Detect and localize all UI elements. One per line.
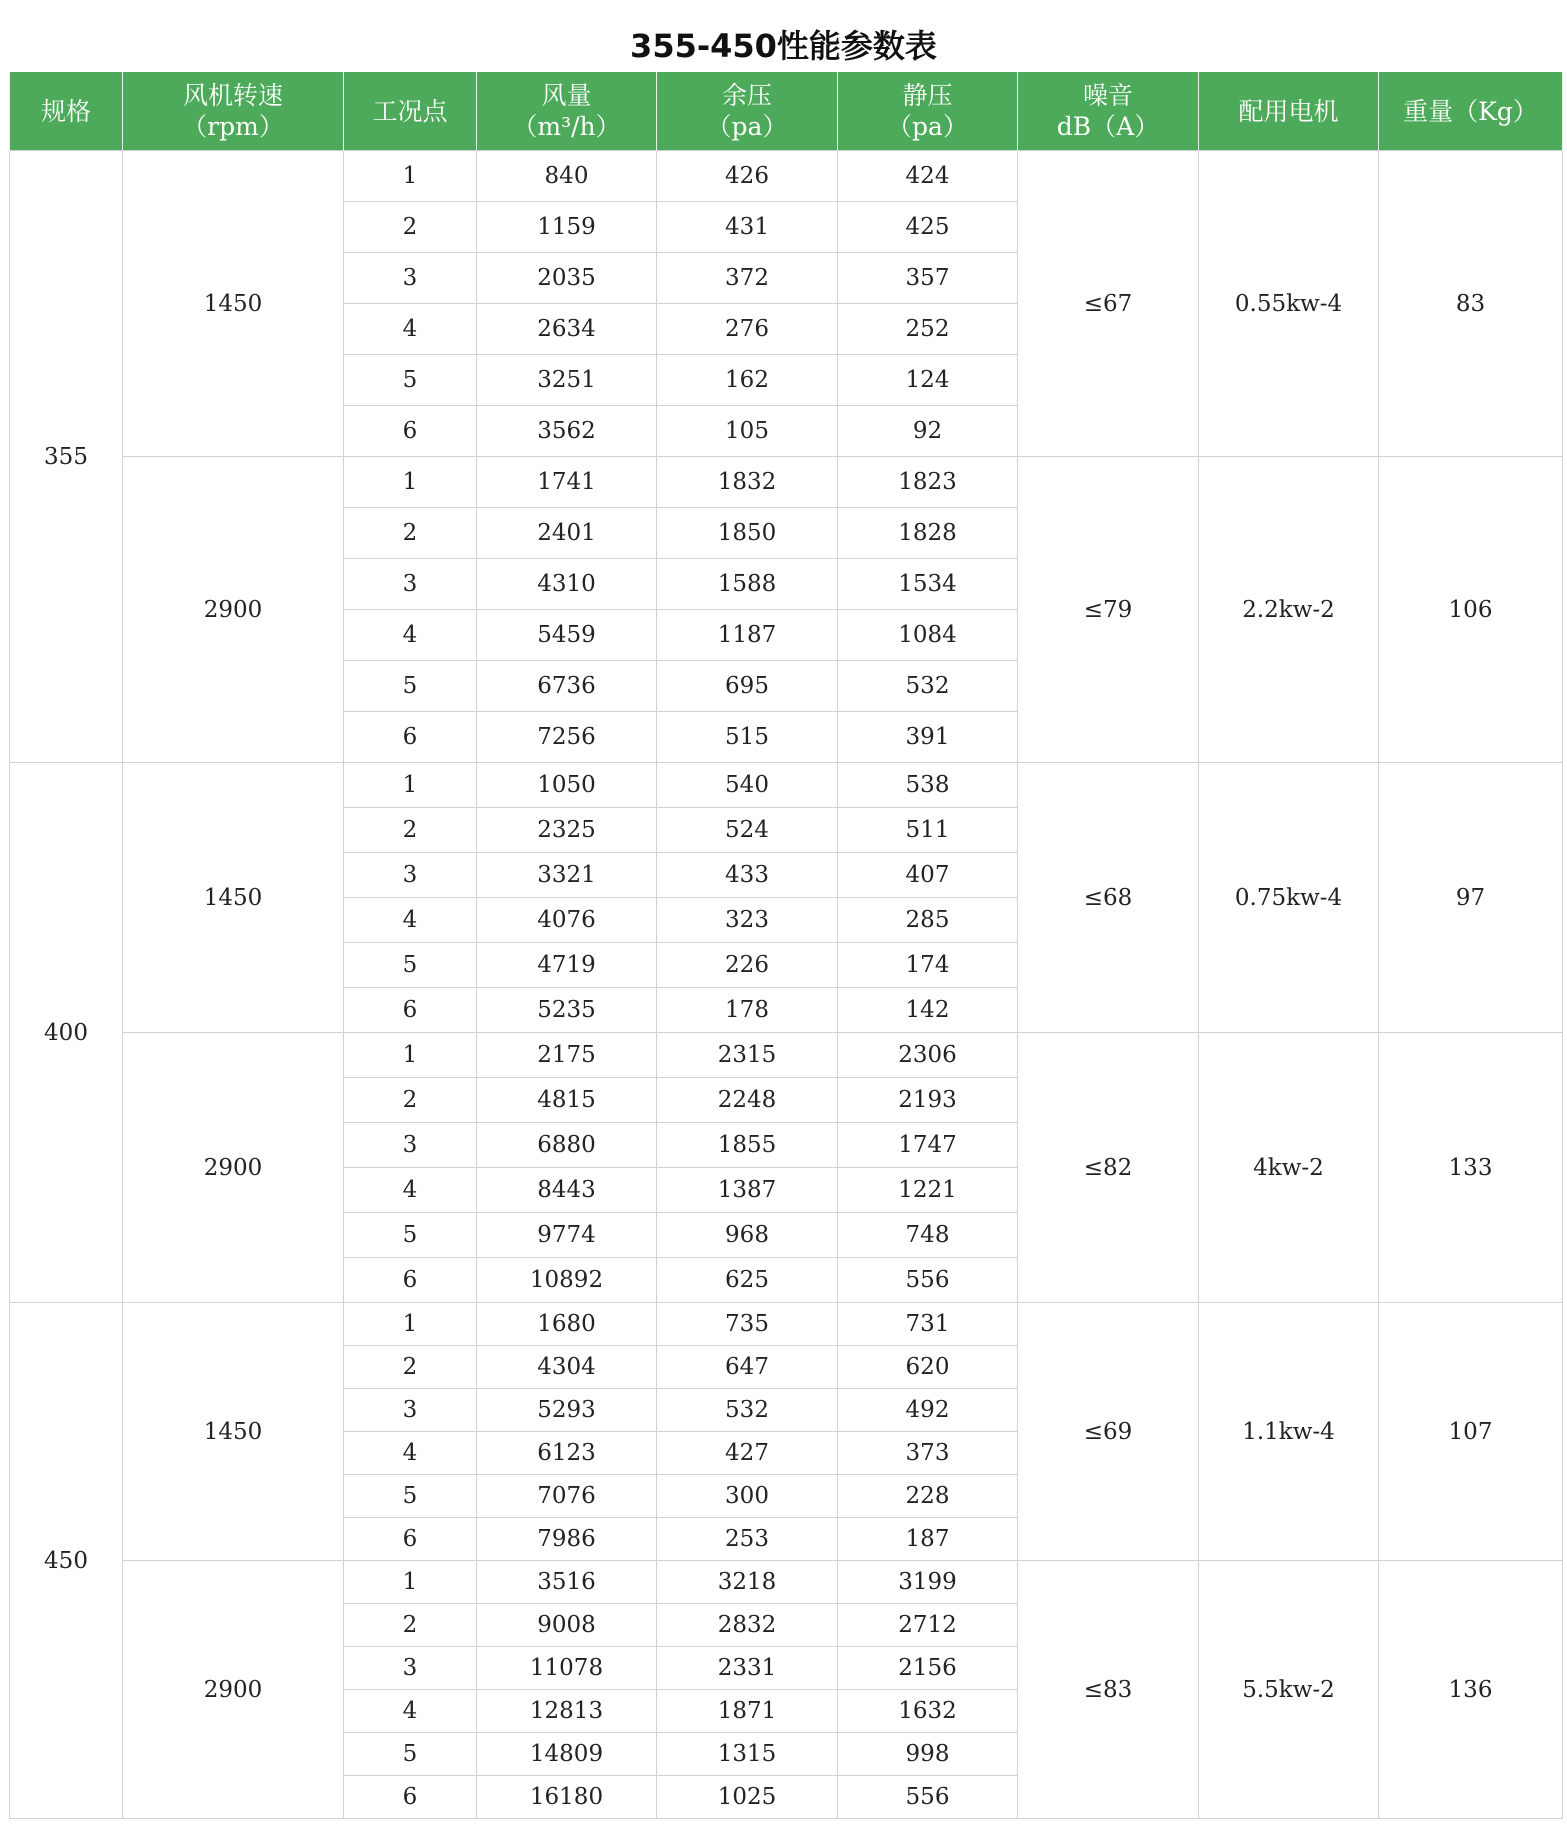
col-header-line1: 静压 [902,81,953,110]
col-header-line1: 工况点 [372,96,448,126]
col-header-line1: 噪音 [1082,81,1133,110]
static-pressure-cell: 1534 [838,559,1018,610]
point-cell: 1 [344,1033,477,1078]
page-title: 355-450性能参数表 [630,27,937,65]
point-cell: 2 [344,202,477,253]
noise-cell: ≤82 [1018,1033,1199,1303]
point-cell: 6 [344,712,477,763]
residual-pressure-cell: 735 [657,1303,838,1346]
point-cell: 3 [344,559,477,610]
airflow-cell: 9008 [477,1604,657,1647]
static-pressure-cell: 731 [838,1303,1018,1346]
airflow-cell: 14809 [477,1733,657,1776]
residual-pressure-cell: 695 [657,661,838,712]
airflow-cell: 7986 [477,1518,657,1561]
point-cell: 3 [344,1123,477,1168]
noise-cell: ≤69 [1018,1303,1199,1561]
residual-pressure-cell: 431 [657,202,838,253]
airflow-cell: 1741 [477,457,657,508]
col-header-speed [123,72,344,151]
airflow-cell: 3562 [477,406,657,457]
col-header-line1: 规格 [40,96,91,126]
static-pressure-cell: 2193 [838,1078,1018,1123]
spec-group-450 [10,1303,1563,1819]
airflow-cell: 6880 [477,1123,657,1168]
spec-cell: 355 [10,151,123,763]
static-pressure-cell: 2156 [838,1647,1018,1690]
col-header-line1: 配用电机 [1238,96,1339,126]
residual-pressure-cell: 1588 [657,559,838,610]
point-cell: 6 [344,988,477,1033]
motor-cell: 5.5kw-2 [1199,1561,1379,1819]
performance-table [9,72,1563,1819]
noise-cell: ≤79 [1018,457,1199,763]
table-row [10,457,1563,508]
noise-cell: ≤68 [1018,763,1199,1033]
point-cell: 2 [344,1346,477,1389]
airflow-cell: 3321 [477,853,657,898]
static-pressure-cell: 1632 [838,1690,1018,1733]
col-header-line2: （rpm） [182,112,284,141]
airflow-cell: 840 [477,151,657,202]
residual-pressure-cell: 2832 [657,1604,838,1647]
col-header-weight [1379,72,1563,151]
point-cell: 2 [344,508,477,559]
airflow-cell: 3251 [477,355,657,406]
point-cell: 5 [344,1213,477,1258]
col-header-point [344,72,477,151]
residual-pressure-cell: 1832 [657,457,838,508]
airflow-cell: 16180 [477,1776,657,1819]
static-pressure-cell: 142 [838,988,1018,1033]
airflow-cell: 10892 [477,1258,657,1303]
table-row [10,151,1563,202]
point-cell: 1 [344,763,477,808]
table-header [10,72,1563,151]
rpm-cell: 1450 [123,1303,344,1561]
motor-cell: 1.1kw-4 [1199,1303,1379,1561]
airflow-cell: 6123 [477,1432,657,1475]
spec-group-355 [10,151,1563,763]
airflow-cell: 9774 [477,1213,657,1258]
weight-cell: 107 [1379,1303,1563,1561]
rpm-cell: 1450 [123,763,344,1033]
residual-pressure-cell: 625 [657,1258,838,1303]
residual-pressure-cell: 427 [657,1432,838,1475]
airflow-cell: 7076 [477,1475,657,1518]
point-cell: 2 [344,808,477,853]
residual-pressure-cell: 532 [657,1389,838,1432]
static-pressure-cell: 1828 [838,508,1018,559]
residual-pressure-cell: 105 [657,406,838,457]
point-cell: 2 [344,1604,477,1647]
static-pressure-cell: 124 [838,355,1018,406]
point-cell: 6 [344,1258,477,1303]
residual-pressure-cell: 323 [657,898,838,943]
col-header-line2: dB（A） [1056,112,1160,141]
static-pressure-cell: 3199 [838,1561,1018,1604]
airflow-cell: 4815 [477,1078,657,1123]
static-pressure-cell: 425 [838,202,1018,253]
static-pressure-cell: 538 [838,763,1018,808]
static-pressure-cell: 748 [838,1213,1018,1258]
static-pressure-cell: 1221 [838,1168,1018,1213]
residual-pressure-cell: 515 [657,712,838,763]
static-pressure-cell: 998 [838,1733,1018,1776]
point-cell: 1 [344,457,477,508]
col-header-static-pressure [838,72,1018,151]
static-pressure-cell: 228 [838,1475,1018,1518]
static-pressure-cell: 252 [838,304,1018,355]
airflow-cell: 4076 [477,898,657,943]
rpm-cell: 1450 [123,151,344,457]
static-pressure-cell: 391 [838,712,1018,763]
point-cell: 1 [344,151,477,202]
col-header-line2: （pa） [706,112,788,141]
residual-pressure-cell: 647 [657,1346,838,1389]
residual-pressure-cell: 253 [657,1518,838,1561]
rpm-cell: 2900 [123,1033,344,1303]
static-pressure-cell: 2712 [838,1604,1018,1647]
static-pressure-cell: 2306 [838,1033,1018,1078]
residual-pressure-cell: 1850 [657,508,838,559]
airflow-cell: 2634 [477,304,657,355]
residual-pressure-cell: 1315 [657,1733,838,1776]
static-pressure-cell: 1823 [838,457,1018,508]
static-pressure-cell: 285 [838,898,1018,943]
point-cell: 1 [344,1303,477,1346]
col-header-line2: （m³/h） [512,112,621,141]
col-header-line1: 重量（Kg） [1403,96,1538,126]
residual-pressure-cell: 300 [657,1475,838,1518]
static-pressure-cell: 556 [838,1776,1018,1819]
point-cell: 4 [344,1168,477,1213]
static-pressure-cell: 556 [838,1258,1018,1303]
airflow-cell: 5235 [477,988,657,1033]
airflow-cell: 4304 [477,1346,657,1389]
motor-cell: 0.55kw-4 [1199,151,1379,457]
col-header-line2: （pa） [887,112,968,141]
noise-cell: ≤67 [1018,151,1199,457]
point-cell: 4 [344,898,477,943]
rpm-cell: 2900 [123,1561,344,1819]
motor-cell: 0.75kw-4 [1199,763,1379,1033]
airflow-cell: 4719 [477,943,657,988]
col-header-spec [10,72,123,151]
motor-cell: 2.2kw-2 [1199,457,1379,763]
airflow-cell: 1050 [477,763,657,808]
residual-pressure-cell: 178 [657,988,838,1033]
point-cell: 3 [344,853,477,898]
col-header-airflow [477,72,657,151]
residual-pressure-cell: 433 [657,853,838,898]
point-cell: 5 [344,661,477,712]
rpm-cell: 2900 [123,457,344,763]
residual-pressure-cell: 2315 [657,1033,838,1078]
residual-pressure-cell: 1871 [657,1690,838,1733]
static-pressure-cell: 532 [838,661,1018,712]
col-header-noise [1018,72,1199,151]
weight-cell: 136 [1379,1561,1563,1819]
static-pressure-cell: 1747 [838,1123,1018,1168]
static-pressure-cell: 187 [838,1518,1018,1561]
spec-group-400 [10,763,1563,1303]
residual-pressure-cell: 2331 [657,1647,838,1690]
residual-pressure-cell: 540 [657,763,838,808]
point-cell: 5 [344,1475,477,1518]
header-row [10,72,1563,151]
residual-pressure-cell: 968 [657,1213,838,1258]
residual-pressure-cell: 1387 [657,1168,838,1213]
residual-pressure-cell: 226 [657,943,838,988]
airflow-cell: 11078 [477,1647,657,1690]
point-cell: 5 [344,943,477,988]
airflow-cell: 1680 [477,1303,657,1346]
residual-pressure-cell: 524 [657,808,838,853]
weight-cell: 83 [1379,151,1563,457]
airflow-cell: 12813 [477,1690,657,1733]
col-header-line1: 余压 [721,81,772,110]
col-header-residual-pressure [657,72,838,151]
static-pressure-cell: 92 [838,406,1018,457]
weight-cell: 106 [1379,457,1563,763]
motor-cell: 4kw-2 [1199,1033,1379,1303]
airflow-cell: 7256 [477,712,657,763]
col-header-line1: 风量 [541,81,592,110]
spec-cell: 400 [10,763,123,1303]
airflow-cell: 5293 [477,1389,657,1432]
point-cell: 3 [344,1389,477,1432]
point-cell: 6 [344,1776,477,1819]
residual-pressure-cell: 1187 [657,610,838,661]
weight-cell: 97 [1379,763,1563,1033]
residual-pressure-cell: 3218 [657,1561,838,1604]
static-pressure-cell: 424 [838,151,1018,202]
col-header-motor [1199,72,1379,151]
static-pressure-cell: 1084 [838,610,1018,661]
point-cell: 2 [344,1078,477,1123]
spec-cell: 450 [10,1303,123,1819]
residual-pressure-cell: 276 [657,304,838,355]
airflow-cell: 2175 [477,1033,657,1078]
airflow-cell: 3516 [477,1561,657,1604]
static-pressure-cell: 407 [838,853,1018,898]
table-row [10,1561,1563,1604]
static-pressure-cell: 620 [838,1346,1018,1389]
point-cell: 6 [344,406,477,457]
airflow-cell: 6736 [477,661,657,712]
table-row [10,763,1563,808]
point-cell: 6 [344,1518,477,1561]
residual-pressure-cell: 426 [657,151,838,202]
airflow-cell: 5459 [477,610,657,661]
residual-pressure-cell: 372 [657,253,838,304]
point-cell: 4 [344,610,477,661]
point-cell: 1 [344,1561,477,1604]
table-row [10,1303,1563,1346]
airflow-cell: 2401 [477,508,657,559]
airflow-cell: 4310 [477,559,657,610]
col-header-line1: 风机转速 [182,81,283,110]
static-pressure-cell: 174 [838,943,1018,988]
airflow-cell: 1159 [477,202,657,253]
weight-cell: 133 [1379,1033,1563,1303]
point-cell: 3 [344,1647,477,1690]
point-cell: 4 [344,1432,477,1475]
static-pressure-cell: 492 [838,1389,1018,1432]
point-cell: 3 [344,253,477,304]
airflow-cell: 2325 [477,808,657,853]
residual-pressure-cell: 162 [657,355,838,406]
point-cell: 5 [344,355,477,406]
static-pressure-cell: 511 [838,808,1018,853]
point-cell: 4 [344,304,477,355]
point-cell: 4 [344,1690,477,1733]
residual-pressure-cell: 1025 [657,1776,838,1819]
table-row [10,1033,1563,1078]
residual-pressure-cell: 1855 [657,1123,838,1168]
noise-cell: ≤83 [1018,1561,1199,1819]
static-pressure-cell: 357 [838,253,1018,304]
point-cell: 5 [344,1733,477,1776]
residual-pressure-cell: 2248 [657,1078,838,1123]
static-pressure-cell: 373 [838,1432,1018,1475]
airflow-cell: 2035 [477,253,657,304]
airflow-cell: 8443 [477,1168,657,1213]
